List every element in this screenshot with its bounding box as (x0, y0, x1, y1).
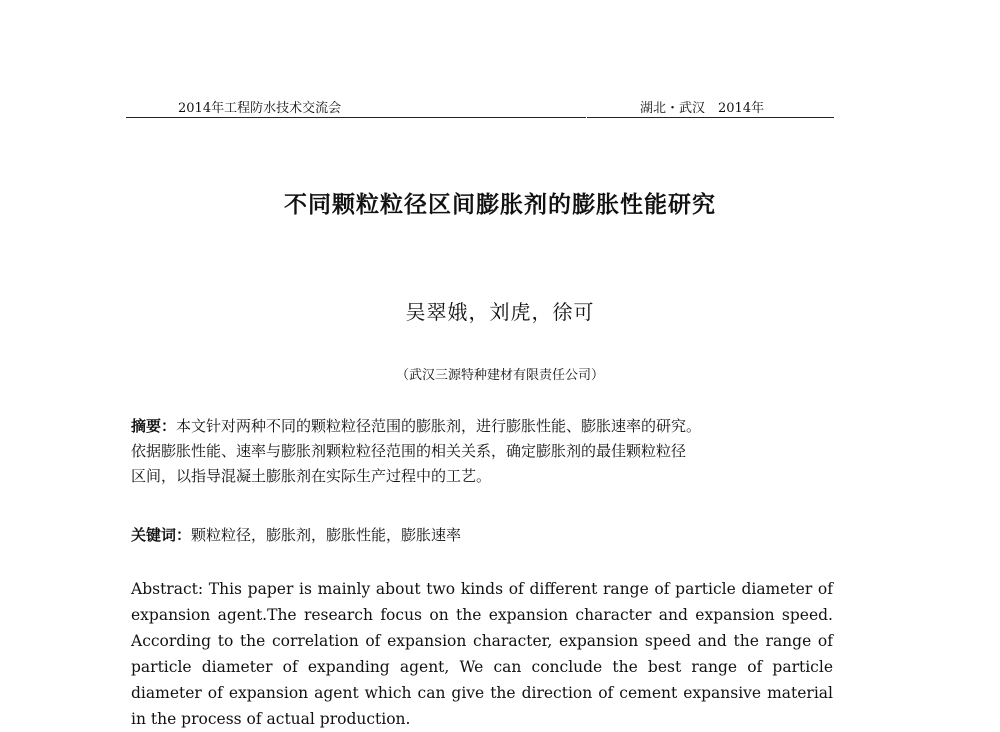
paper-title: 不同颗粒粒径区间膨胀剂的膨胀性能研究 (284, 192, 716, 218)
header-rule-right (587, 117, 834, 118)
running-header-left: 2014年工程防水技术交流会 (178, 101, 342, 116)
abstract-cn-line-3: 区间，以指导混凝土膨胀剂在实际生产过程中的工艺。 (131, 467, 492, 485)
abstract-cn (131, 414, 833, 489)
keywords-label: 关键词： (131, 526, 192, 544)
abstract-cn-line-1: 摘要：本文针对两种不同的颗粒粒径范围的膨胀剂，进行膨胀性能、膨胀速率的研究。 (131, 417, 702, 435)
abstract-cn-line-2: 依据膨胀性能、速率与膨胀剂颗粒粒径范围的相关关系，确定膨胀剂的最佳颗粒粒径 (131, 442, 687, 460)
paper-authors: 吴翠娥，刘虎，徐可 (405, 300, 595, 324)
abstract-cn-label: 摘要： (131, 417, 177, 435)
paper-affiliation: （武汉三源特种建材有限责任公司） (395, 368, 604, 383)
abstract-en: Abstract: This paper is mainly about two kinds of different range of particle diameter of expansion agent.The research focus on the expansion character and expansion speed. According to the correlation of expansion character, expansion speed and the range of particle diameter of expanding agent, We can conclude the best range of particle diameter of expansion agent which can give the direction of cement expansive material in the process of actual production. (131, 580, 833, 728)
running-header-right: 湖北・武汉 2014年 (640, 101, 765, 116)
header-rule-left (126, 117, 586, 118)
keywords (131, 523, 833, 548)
keywords-text: 颗粒粒径，膨胀剂，膨胀性能，膨胀速率 (191, 526, 462, 544)
